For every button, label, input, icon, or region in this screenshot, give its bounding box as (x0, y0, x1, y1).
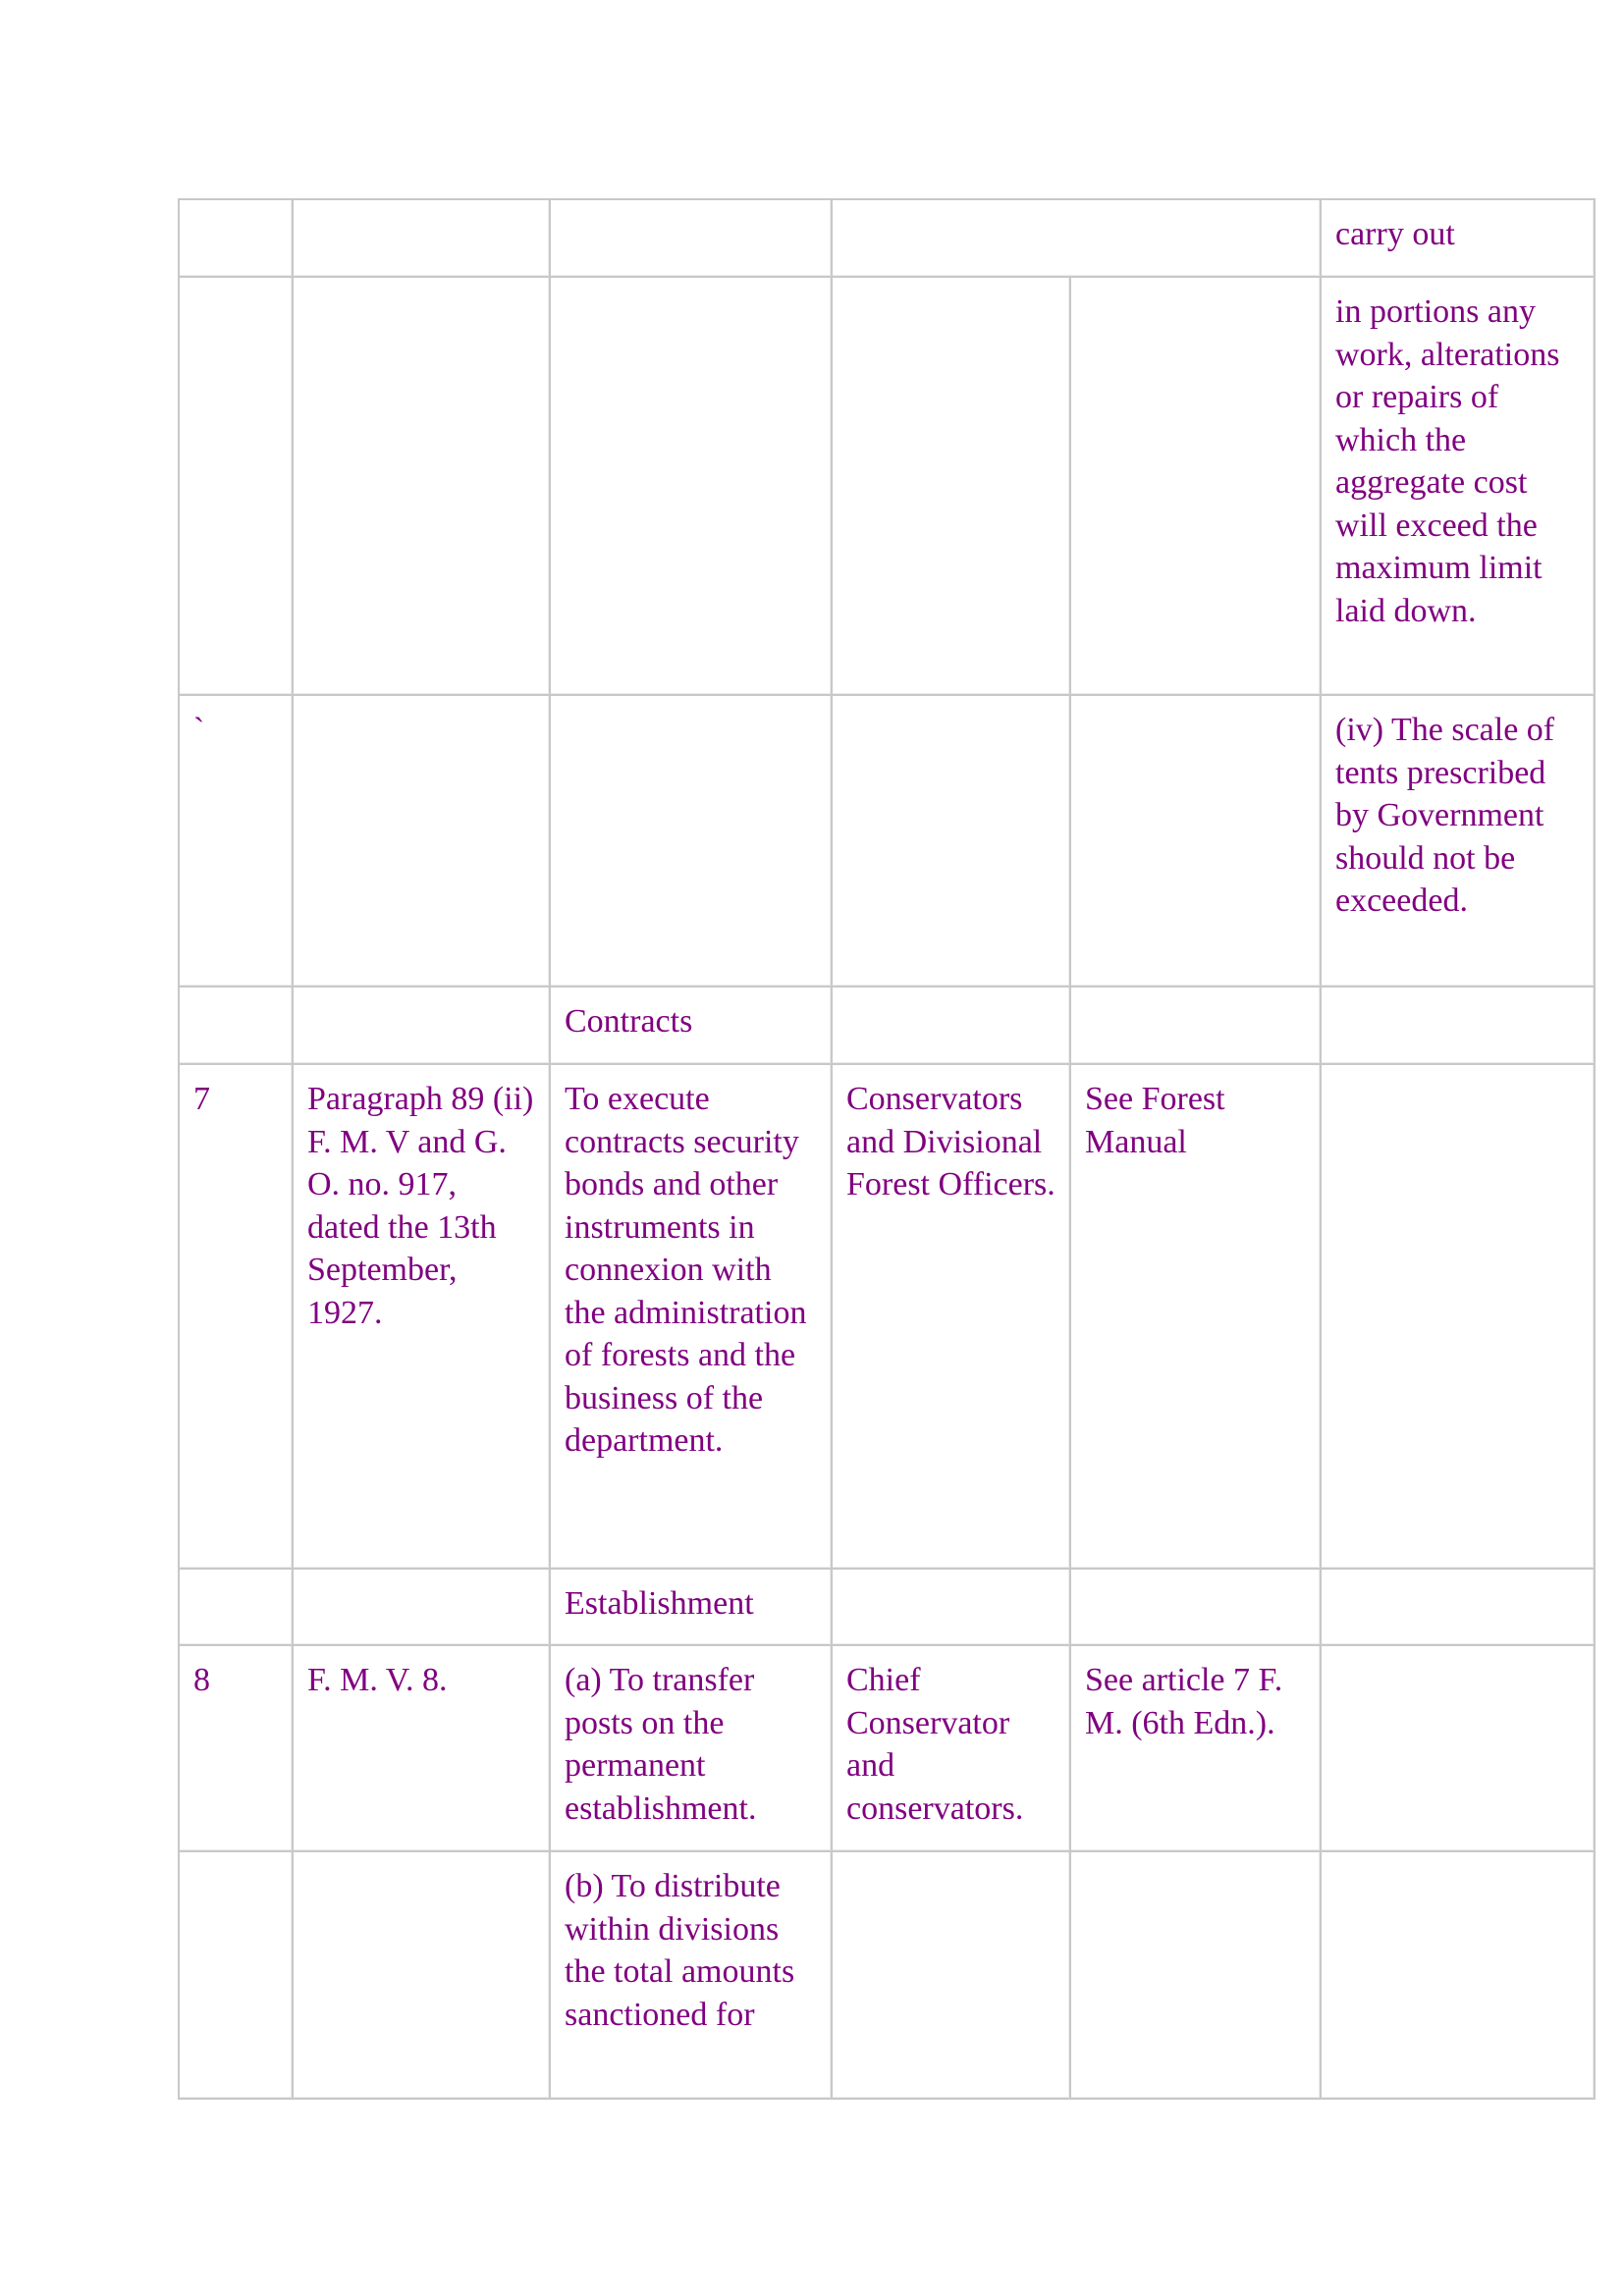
table-cell-extent (1071, 988, 1322, 1065)
table-cell-remarks: (iv) The scale of tents prescribed by Government should not be exceeded. (1322, 696, 1596, 988)
table-cell-reference (294, 278, 551, 696)
table-cell-remarks: carry out (1322, 200, 1596, 278)
table-cell-reference (294, 696, 551, 988)
table-row (180, 1065, 1596, 1570)
table-cell-serial (180, 1852, 294, 2100)
table-cell-extent (1071, 696, 1322, 988)
table-cell-remarks (1322, 1570, 1596, 1646)
table-cell-serial (180, 1570, 294, 1646)
table-cell-reference (294, 1852, 551, 2100)
table-cell-power (551, 278, 833, 696)
table-cell-authority: Conservators and Divisional Forest Officers. (833, 1065, 1071, 1570)
table-cell-serial (180, 278, 294, 696)
table-cell-serial: ` (180, 696, 294, 988)
table-row (180, 988, 1596, 1065)
table-cell-power (551, 696, 833, 988)
table-cell-extent (1071, 278, 1322, 696)
table-cell-authority (833, 200, 1322, 278)
table-cell-serial (180, 200, 294, 278)
table-cell-remarks (1322, 1646, 1596, 1852)
table-cell-authority: Chief Conservator and conservators. (833, 1646, 1071, 1852)
table-row (180, 1570, 1596, 1646)
section-heading-contracts: Contracts (551, 988, 833, 1065)
table-cell-serial: 8 (180, 1646, 294, 1852)
table-cell-reference (294, 1570, 551, 1646)
table-cell-power: To execute contracts security bonds and other instruments in connexion with the administration of forests and the business of the department. (551, 1065, 833, 1570)
table-cell-remarks (1322, 1852, 1596, 2100)
table-cell-serial (180, 988, 294, 1065)
table-cell-power (551, 200, 833, 278)
table-cell-extent (1071, 1852, 1322, 2100)
table-cell-power: (a) To transfer posts on the permanent establishment. (551, 1646, 833, 1852)
table-row (180, 1646, 1596, 1852)
table-cell-reference: F. M. V. 8. (294, 1646, 551, 1852)
table-cell-reference (294, 988, 551, 1065)
table-cell-extent (1071, 1570, 1322, 1646)
table-cell-extent: See article 7 F. M. (6th Edn.). (1071, 1646, 1322, 1852)
table-row (180, 1852, 1596, 2100)
table-cell-authority (833, 1852, 1071, 2100)
table-row (180, 696, 1596, 988)
document-table (178, 198, 1596, 2100)
table-cell-remarks (1322, 988, 1596, 1065)
table-cell-reference (294, 200, 551, 278)
section-heading-establishment: Establishment (551, 1570, 833, 1646)
table-cell-reference: Paragraph 89 (ii) F. M. V and G. O. no. 917, dated the 13th September, 1927. (294, 1065, 551, 1570)
table-cell-serial: 7 (180, 1065, 294, 1570)
table-row (180, 278, 1596, 696)
table-cell-remarks (1322, 1065, 1596, 1570)
table-cell-authority (833, 988, 1071, 1065)
table-cell-power: (b) To distribute within divisions the total amounts sanctioned for (551, 1852, 833, 2100)
table-cell-authority (833, 1570, 1071, 1646)
table-row (180, 200, 1596, 278)
table-cell-remarks: in portions any work, alterations or repairs of which the aggregate cost will exceed the maximum limit laid down. (1322, 278, 1596, 696)
table-cell-authority (833, 278, 1071, 696)
table-cell-authority (833, 696, 1071, 988)
table-cell-extent: See Forest Manual (1071, 1065, 1322, 1570)
